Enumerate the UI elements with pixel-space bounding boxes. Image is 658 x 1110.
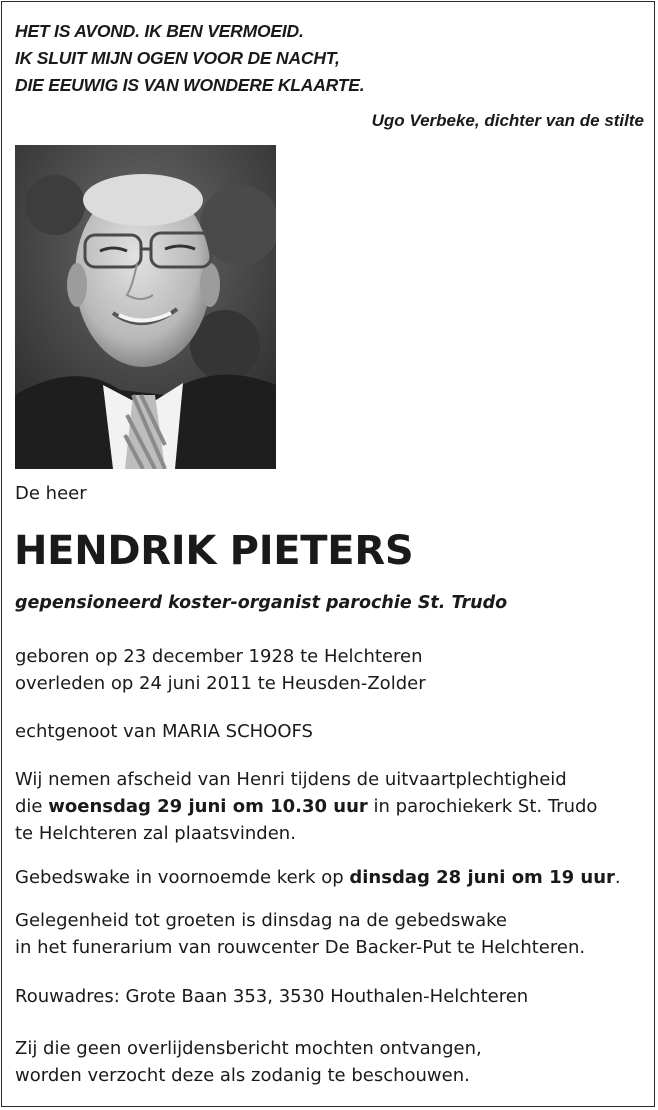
poem-author: Ugo Verbeke, dichter van de stilte [371,111,644,130]
vigil-line [15,864,621,891]
funeral-line [15,793,597,820]
mourning-address: Rouwadres: Grote Baan 353, 3530 Houthalen-Helchteren [15,986,529,1007]
portrait-photo [15,145,276,469]
vigil-datetime: dinsdag 28 juni om 19 uur [349,867,615,888]
deceased-role: gepensioneerd koster-organist parochie St. Trudo [15,593,508,613]
notice-line: Zij die geen overlijdensbericht mochten ontvangen, [15,1038,482,1059]
funeral-text: die [15,796,49,817]
birth-info: geboren op 23 december 1928 te Helchteren [15,646,423,667]
spouse-info: echtgenoot van MARIA SCHOOFS [15,721,313,742]
poem-line: HET IS AVOND. IK BEN VERMOEID. [15,21,304,41]
portrait-photo-icon [15,145,276,469]
notice-line: worden verzocht deze als zodanig te beschouwen. [15,1065,470,1086]
vigil-text: Gebedswake in voornoemde kerk op [15,867,350,888]
death-info: overleden op 24 juni 2011 te Heusden-Zolder [15,673,426,694]
vigil-text: . [614,867,621,888]
honorific: De heer [15,483,87,504]
funeral-line: Wij nemen afscheid van Henri tijdens de uitvaartplechtigheid [15,769,567,790]
poem [15,18,645,99]
visitation-line: Gelegenheid tot groeten is dinsdag na de gebedswake [15,910,507,931]
poem-line: IK SLUIT MIJN OGEN VOOR DE NACHT, [15,48,340,68]
poem-line: DIE EEUWIG IS VAN WONDERE KLAARTE. [15,75,365,95]
visitation-line: in het funerarium van rouwcenter De Backer-Put te Helchteren. [15,937,586,958]
funeral-line: te Helchteren zal plaatsvinden. [15,823,296,844]
deceased-name: HENDRIK PIETERS [14,528,414,574]
funeral-datetime: woensdag 29 juni om 10.30 uur [48,796,368,817]
funeral-text: in parochiekerk St. Trudo [367,796,598,817]
